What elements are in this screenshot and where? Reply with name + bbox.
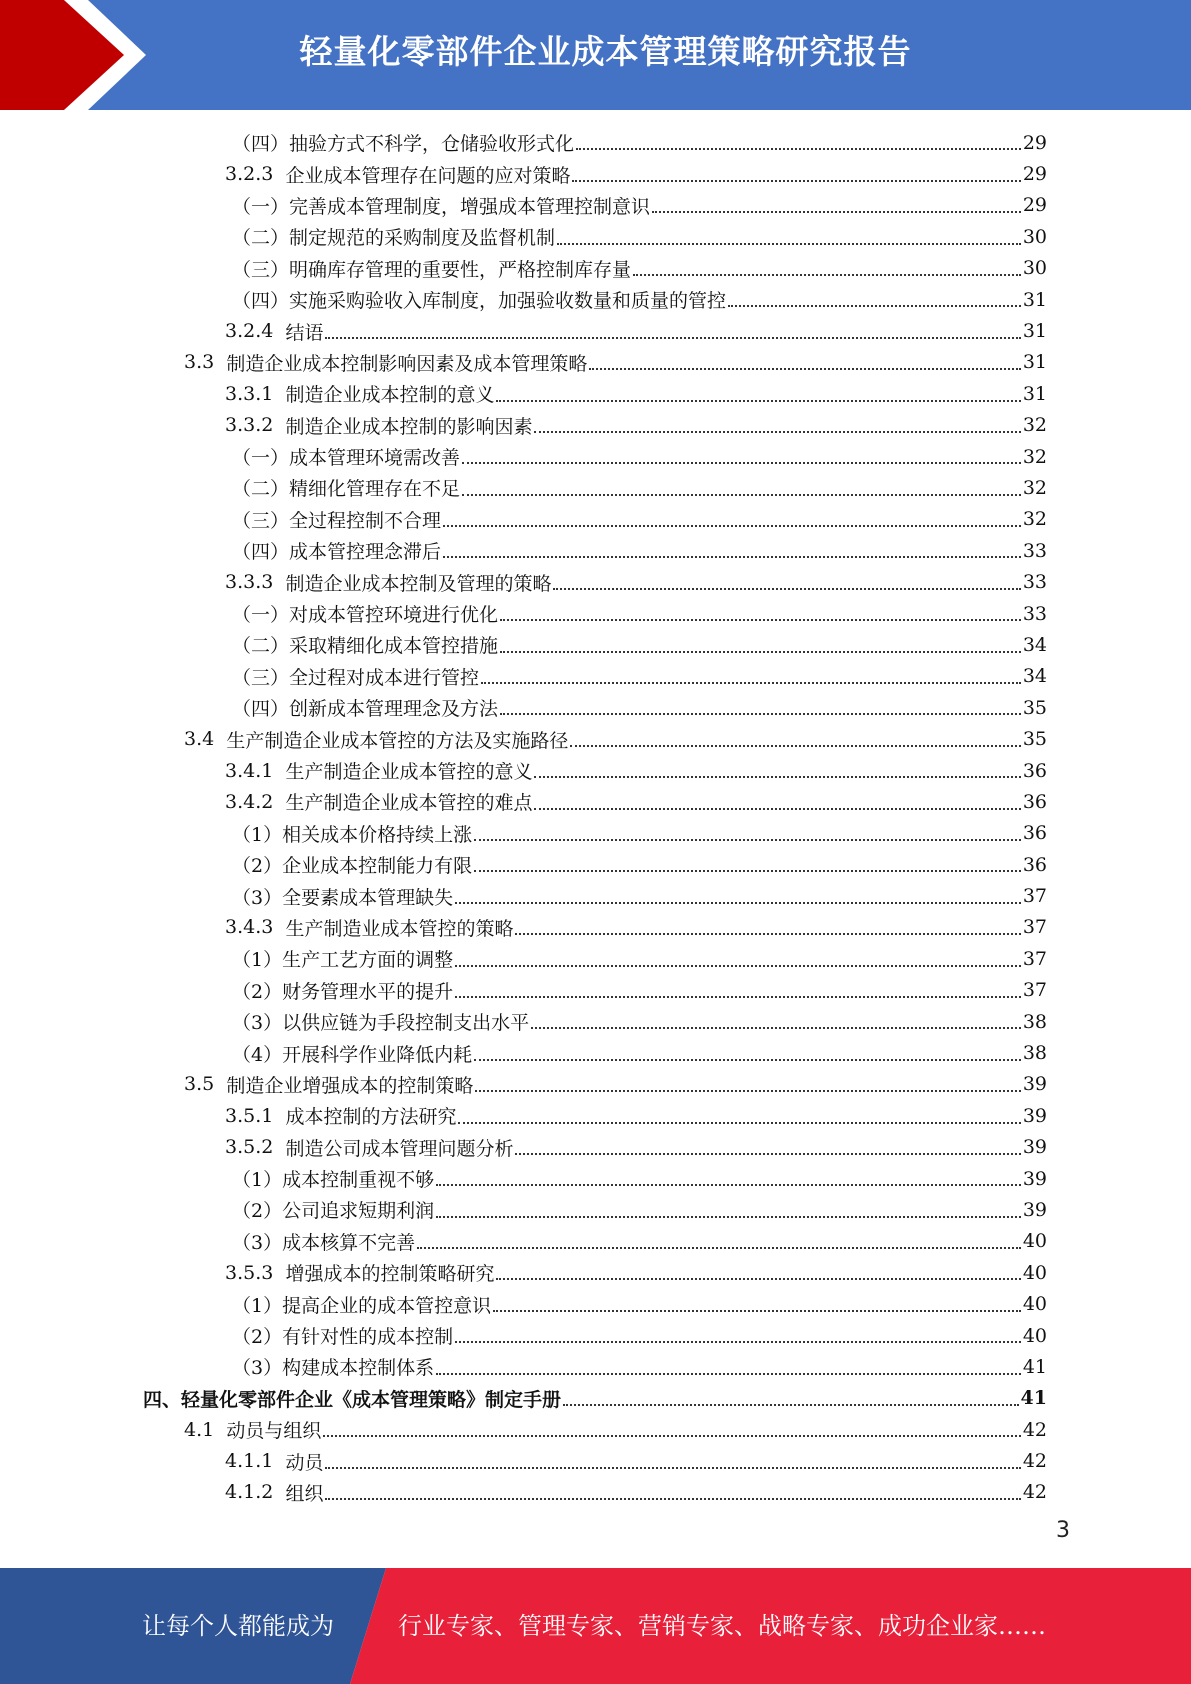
toc-dot-leader bbox=[455, 901, 1021, 904]
page-header bbox=[0, 0, 1191, 110]
toc-entry[interactable] bbox=[0, 190, 1191, 221]
toc-dot-leader bbox=[633, 273, 1021, 276]
table-of-contents bbox=[0, 127, 1191, 1508]
toc-entry[interactable] bbox=[0, 158, 1191, 189]
toc-dot-leader bbox=[534, 430, 1020, 433]
toc-dot-leader bbox=[443, 524, 1021, 527]
toc-entry-label: 企业成本管理存在问题的应对策略 bbox=[285, 164, 571, 187]
toc-entry[interactable] bbox=[0, 849, 1191, 880]
toc-entry-label: 制造企业成本控制影响因素及成本管理策略 bbox=[226, 352, 588, 375]
toc-entry[interactable] bbox=[0, 1383, 1191, 1414]
toc-dot-leader bbox=[474, 1058, 1021, 1061]
toc-entry-page: 29 bbox=[1022, 194, 1047, 217]
toc-entry-page: 40 bbox=[1022, 1230, 1047, 1253]
toc-entry-page: 39 bbox=[1022, 1198, 1047, 1221]
toc-dot-leader bbox=[481, 681, 1021, 684]
toc-dot-leader bbox=[496, 399, 1020, 402]
toc-entry-page: 42 bbox=[1022, 1450, 1047, 1473]
toc-entry-label: （3）成本核算不完善 bbox=[232, 1231, 416, 1254]
toc-entry[interactable] bbox=[0, 1069, 1191, 1100]
toc-entry-label: 增强成本的控制策略研究 bbox=[285, 1263, 495, 1286]
toc-dot-leader bbox=[572, 179, 1020, 182]
toc-entry-label: （四）成本管控理念滞后 bbox=[232, 541, 442, 564]
toc-entry-number: 3.5 bbox=[184, 1073, 215, 1096]
toc-entry[interactable] bbox=[0, 410, 1191, 441]
toc-entry[interactable] bbox=[0, 818, 1191, 849]
toc-dot-leader bbox=[493, 1309, 1021, 1312]
toc-entry-number: 4.1.2 bbox=[225, 1481, 274, 1504]
toc-entry-label: （三）全过程对成本进行管控 bbox=[232, 666, 480, 689]
toc-entry-number: 3.4.2 bbox=[225, 790, 274, 813]
toc-entry-label: 组织 bbox=[285, 1482, 324, 1505]
toc-entry-page: 33 bbox=[1022, 539, 1047, 562]
toc-entry-label: （二）精细化管理存在不足 bbox=[232, 478, 461, 501]
toc-entry-label: （1）成本控制重视不够 bbox=[232, 1169, 435, 1192]
toc-entry[interactable] bbox=[0, 253, 1191, 284]
toc-entry-label: （三）明确库存管理的重要性，严格控制库存量 bbox=[232, 258, 632, 281]
toc-dot-leader bbox=[515, 932, 1020, 935]
toc-entry-label: （3）构建成本控制体系 bbox=[232, 1357, 435, 1380]
toc-entry-label: （四）创新成本管理理念及方法 bbox=[232, 698, 499, 721]
toc-entry-number: 3.4.1 bbox=[225, 759, 274, 782]
toc-dot-leader bbox=[500, 618, 1021, 621]
toc-dot-leader bbox=[652, 210, 1021, 213]
toc-entry[interactable] bbox=[0, 566, 1191, 597]
toc-entry-number: 4.1 bbox=[184, 1418, 215, 1441]
toc-entry-label: 动员与组织 bbox=[226, 1420, 322, 1443]
toc-entry-label: （一）成本管理环境需改善 bbox=[232, 447, 461, 470]
toc-entry-number: 3.5.1 bbox=[225, 1104, 274, 1127]
toc-entry-page: 40 bbox=[1022, 1293, 1047, 1316]
toc-entry-label: 制造企业成本控制的意义 bbox=[285, 384, 495, 407]
toc-entry[interactable] bbox=[0, 880, 1191, 911]
toc-entry-label: （二）采取精细化成本管控措施 bbox=[232, 635, 499, 658]
toc-entry-label: （4）开展科学作业降低内耗 bbox=[232, 1043, 473, 1066]
toc-dot-leader bbox=[500, 650, 1021, 653]
toc-entry[interactable] bbox=[0, 504, 1191, 535]
toc-entry-page: 29 bbox=[1022, 131, 1047, 154]
toc-dot-leader bbox=[553, 587, 1020, 590]
toc-dot-leader bbox=[475, 1089, 1020, 1092]
toc-entry-label: 生产制造企业成本管控的意义 bbox=[285, 761, 533, 783]
toc-dot-leader bbox=[325, 1497, 1020, 1500]
toc-entry-label: 生产制造企业成本管控的难点 bbox=[285, 792, 533, 815]
toc-entry[interactable] bbox=[0, 692, 1191, 723]
toc-dot-leader bbox=[496, 1277, 1020, 1280]
toc-dot-leader bbox=[436, 1183, 1021, 1186]
toc-dot-leader bbox=[455, 964, 1021, 967]
toc-entry-page: 32 bbox=[1022, 476, 1047, 499]
toc-entry-label: （四）抽验方式不科学，仓储验收形式化 bbox=[232, 133, 575, 156]
toc-entry-label: （1）生产工艺方面的调整 bbox=[232, 949, 454, 972]
toc-entry[interactable] bbox=[0, 535, 1191, 566]
toc-entry-page: 39 bbox=[1022, 1104, 1047, 1127]
toc-entry-label: 结语 bbox=[285, 321, 324, 344]
toc-entry-label: （2）有针对性的成本控制 bbox=[232, 1326, 454, 1349]
toc-entry[interactable] bbox=[0, 1351, 1191, 1382]
toc-entry-number: 3.3.2 bbox=[225, 414, 274, 437]
toc-dot-leader bbox=[534, 807, 1020, 810]
toc-entry-page: 35 bbox=[1022, 696, 1047, 719]
toc-dot-leader bbox=[323, 1434, 1020, 1437]
toc-entry-page: 39 bbox=[1022, 1167, 1047, 1190]
toc-entry-page: 33 bbox=[1022, 602, 1047, 625]
toc-entry-page: 30 bbox=[1022, 225, 1047, 248]
toc-entry-page: 36 bbox=[1022, 790, 1047, 813]
page-footer bbox=[0, 1568, 1191, 1684]
toc-entry-page: 32 bbox=[1022, 445, 1047, 468]
toc-dot-leader bbox=[515, 1152, 1020, 1155]
toc-entry[interactable] bbox=[0, 1037, 1191, 1068]
toc-dot-leader bbox=[474, 838, 1021, 841]
toc-entry-page: 39 bbox=[1022, 1073, 1047, 1096]
toc-entry[interactable] bbox=[0, 661, 1191, 692]
toc-entry[interactable] bbox=[0, 1163, 1191, 1194]
toc-entry-page: 39 bbox=[1022, 1136, 1047, 1159]
toc-entry-number: 3.3.3 bbox=[225, 571, 274, 594]
toc-dot-leader bbox=[589, 367, 1020, 370]
toc-entry[interactable] bbox=[0, 378, 1191, 409]
toc-entry-page: 34 bbox=[1022, 665, 1047, 688]
toc-entry[interactable] bbox=[0, 755, 1191, 786]
toc-entry[interactable] bbox=[0, 943, 1191, 974]
toc-entry[interactable] bbox=[0, 127, 1191, 158]
toc-dot-leader bbox=[325, 1466, 1020, 1469]
toc-entry[interactable] bbox=[0, 1226, 1191, 1257]
toc-entry[interactable] bbox=[0, 1414, 1191, 1445]
toc-dot-leader bbox=[531, 1026, 1021, 1029]
toc-entry[interactable] bbox=[0, 1100, 1191, 1131]
toc-entry-page: 38 bbox=[1022, 1042, 1047, 1065]
toc-entry[interactable] bbox=[0, 1194, 1191, 1225]
toc-entry-page: 32 bbox=[1022, 414, 1047, 437]
toc-entry-page: 41 bbox=[1020, 1387, 1047, 1410]
toc-dot-leader bbox=[576, 147, 1021, 150]
toc-entry-page: 37 bbox=[1022, 885, 1047, 908]
report-title: 轻量化零部件企业成本管理策略研究报告 bbox=[299, 32, 912, 71]
toc-entry-label: （3）全要素成本管理缺失 bbox=[232, 886, 454, 909]
toc-entry-label: （2）财务管理水平的提升 bbox=[232, 980, 454, 1003]
toc-dot-leader bbox=[462, 461, 1021, 464]
toc-entry-page: 31 bbox=[1022, 288, 1047, 311]
toc-entry-label: （一）对成本管控环境进行优化 bbox=[232, 604, 499, 627]
toc-entry-label: 制造公司成本管理问题分析 bbox=[285, 1137, 514, 1160]
toc-entry-page: 32 bbox=[1022, 508, 1047, 531]
toc-entry-label: （1）提高企业的成本管控意识 bbox=[232, 1294, 492, 1317]
page-number: 3 bbox=[1056, 1518, 1070, 1543]
toc-entry-page: 31 bbox=[1022, 351, 1047, 374]
toc-entry[interactable] bbox=[0, 1257, 1191, 1288]
toc-entry-page: 41 bbox=[1022, 1355, 1047, 1378]
toc-dot-leader bbox=[417, 1246, 1021, 1249]
toc-entry[interactable] bbox=[0, 1132, 1191, 1163]
footer-slogan-right: 行业专家、管理专家、营销专家、战略专家、成功企业家…… bbox=[398, 1612, 1046, 1640]
toc-entry[interactable] bbox=[0, 598, 1191, 629]
toc-entry-label: （二）制定规范的采购制度及监督机制 bbox=[232, 227, 556, 250]
toc-entry-page: 42 bbox=[1022, 1418, 1047, 1441]
toc-dot-leader bbox=[500, 712, 1021, 715]
toc-entry-number: 3.4.3 bbox=[225, 916, 274, 939]
toc-entry[interactable] bbox=[0, 1477, 1191, 1508]
toc-entry-page: 37 bbox=[1022, 979, 1047, 1002]
toc-entry-page: 40 bbox=[1022, 1261, 1047, 1284]
toc-entry-page: 31 bbox=[1022, 320, 1047, 343]
toc-dot-leader bbox=[474, 869, 1021, 872]
toc-entry-page: 35 bbox=[1022, 728, 1047, 751]
toc-dot-leader bbox=[325, 336, 1020, 339]
toc-entry-page: 33 bbox=[1022, 571, 1047, 594]
toc-dot-leader bbox=[455, 1340, 1021, 1343]
toc-entry[interactable] bbox=[0, 912, 1191, 943]
toc-entry[interactable] bbox=[0, 221, 1191, 252]
toc-entry-page: 29 bbox=[1022, 163, 1047, 186]
toc-entry[interactable] bbox=[0, 347, 1191, 378]
toc-entry-page: 30 bbox=[1022, 257, 1047, 280]
toc-entry-label: 动员 bbox=[285, 1451, 324, 1474]
toc-entry-number: 3.5.2 bbox=[225, 1136, 274, 1159]
toc-entry[interactable] bbox=[0, 786, 1191, 817]
toc-dot-leader bbox=[557, 242, 1021, 245]
toc-entry-number: 3.3.1 bbox=[225, 382, 274, 405]
toc-entry-label: 制造企业成本控制及管理的策略 bbox=[285, 572, 552, 595]
toc-entry-page: 42 bbox=[1022, 1481, 1047, 1504]
toc-entry-page: 36 bbox=[1022, 822, 1047, 845]
toc-entry-number: 3.2.4 bbox=[225, 320, 274, 343]
toc-entry-number: 3.4 bbox=[184, 728, 215, 751]
toc-entry[interactable] bbox=[0, 441, 1191, 472]
toc-dot-leader bbox=[436, 1372, 1021, 1375]
toc-dot-leader bbox=[570, 744, 1020, 747]
toc-entry-label: 制造企业成本控制的影响因素 bbox=[285, 415, 533, 438]
toc-entry-page: 34 bbox=[1022, 633, 1047, 656]
toc-dot-leader bbox=[458, 1121, 1020, 1124]
toc-entry-label: 成本控制的方法研究 bbox=[285, 1106, 457, 1129]
toc-dot-leader bbox=[443, 555, 1021, 558]
toc-dot-leader bbox=[455, 995, 1021, 998]
toc-dot-leader bbox=[436, 1215, 1021, 1218]
toc-entry-page: 36 bbox=[1022, 759, 1047, 782]
toc-entry-page: 37 bbox=[1022, 916, 1047, 939]
toc-entry-label: （2）公司追求短期利润 bbox=[232, 1200, 435, 1223]
toc-entry-page: 37 bbox=[1022, 947, 1047, 970]
toc-entry[interactable] bbox=[0, 284, 1191, 315]
footer-slogan-left: 让每个人都能成为 bbox=[142, 1612, 334, 1640]
toc-entry-label: 生产制造业成本管控的策略 bbox=[285, 917, 514, 940]
toc-entry[interactable] bbox=[0, 1445, 1191, 1476]
toc-entry-label: （2）企业成本控制能力有限 bbox=[232, 855, 473, 878]
toc-dot-leader bbox=[534, 775, 1020, 778]
toc-entry[interactable] bbox=[0, 629, 1191, 660]
toc-entry-label: 制造企业增强成本的控制策略 bbox=[226, 1074, 474, 1097]
toc-entry[interactable] bbox=[0, 472, 1191, 503]
toc-entry-label: （1）相关成本价格持续上涨 bbox=[232, 823, 473, 846]
toc-entry-label: 生产制造企业成本管控的方法及实施路径 bbox=[226, 729, 569, 752]
toc-entry[interactable] bbox=[0, 723, 1191, 754]
toc-entry[interactable] bbox=[0, 1320, 1191, 1351]
toc-entry[interactable] bbox=[0, 1288, 1191, 1319]
toc-dot-leader bbox=[563, 1403, 1019, 1406]
toc-entry-number: 3.2.3 bbox=[225, 163, 274, 186]
toc-entry-number: 3.5.3 bbox=[225, 1261, 274, 1284]
toc-entry-label: （一）完善成本管理制度，增强成本管理控制意识 bbox=[232, 195, 651, 218]
toc-entry[interactable] bbox=[0, 975, 1191, 1006]
toc-entry-label: （3）以供应链为手段控制支出水平 bbox=[232, 1012, 530, 1035]
toc-entry-number: 4.1.1 bbox=[225, 1450, 274, 1473]
toc-entry-page: 36 bbox=[1022, 853, 1047, 876]
toc-entry-label: 四、轻量化零部件企业《成本管理策略》制定手册 bbox=[143, 1388, 562, 1411]
toc-entry-label: （四）实施采购验收入库制度，加强验收数量和质量的管控 bbox=[232, 290, 727, 313]
toc-entry[interactable] bbox=[0, 315, 1191, 346]
toc-entry-page: 31 bbox=[1022, 382, 1047, 405]
toc-entry-number: 3.3 bbox=[184, 351, 215, 374]
toc-dot-leader bbox=[462, 493, 1021, 496]
toc-entry[interactable] bbox=[0, 1006, 1191, 1037]
toc-dot-leader bbox=[728, 304, 1021, 307]
toc-entry-label: （三）全过程控制不合理 bbox=[232, 509, 442, 532]
toc-entry-page: 40 bbox=[1022, 1324, 1047, 1347]
toc-entry-page: 38 bbox=[1022, 1010, 1047, 1033]
